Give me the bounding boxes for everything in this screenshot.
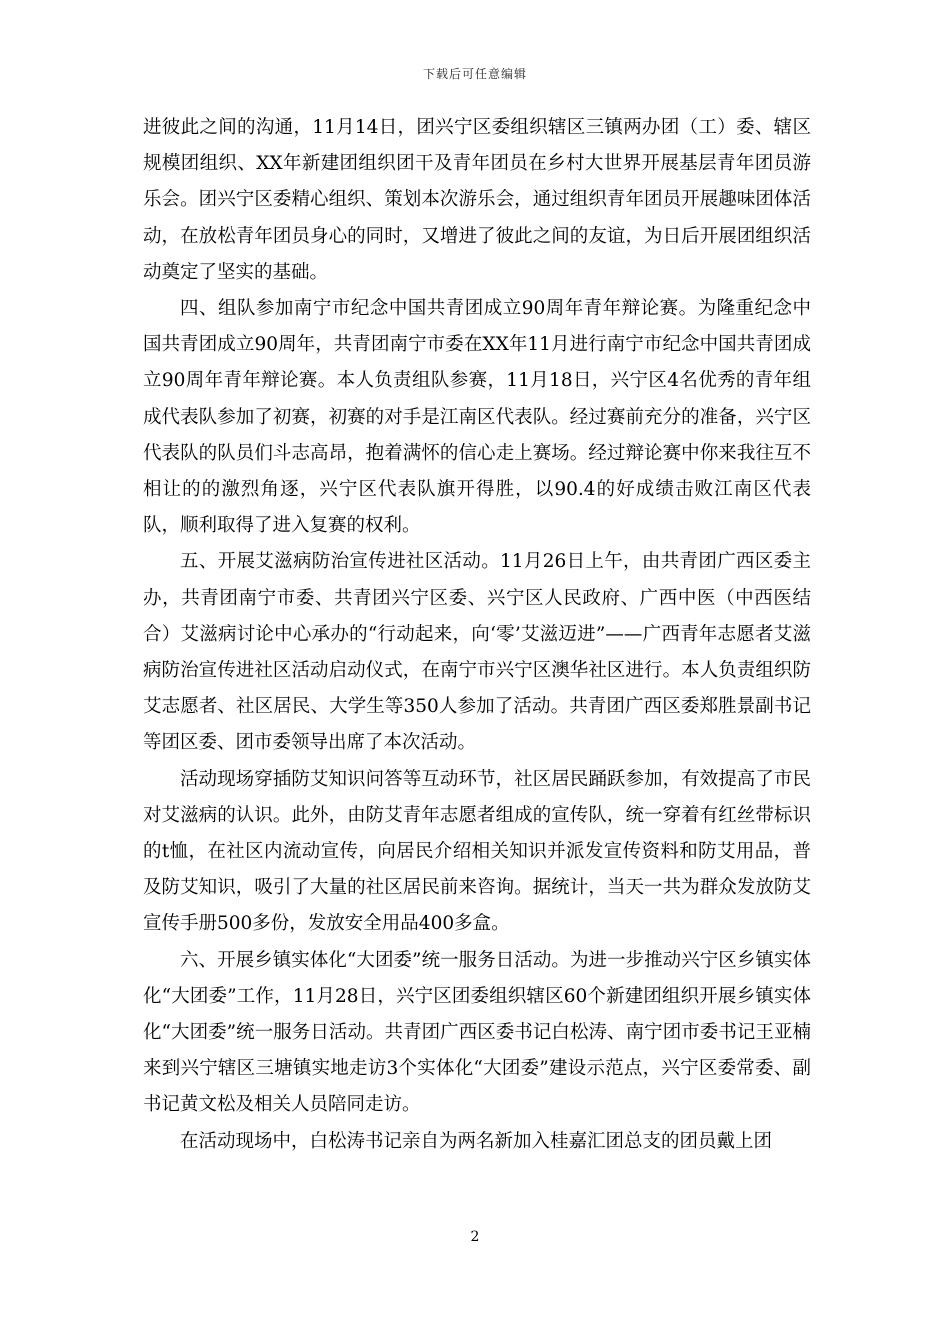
- paragraph-5: 六、开展乡镇实体化“大团委”统一服务日活动。为进一步推动兴宁区乡镇实体化“大团委”工作，11月28日，兴宁区团委组织辖区60个新建团组织开展乡镇实体化“大团委”统一服务日活动。共青团广西区委书记白松涛、南宁团市委书记王亚楠来到兴宁辖区三塘镇实地走访3个实体化“大团委”建设示范点，兴宁区委常委、副书记黄文松及相关人员陪同走访。: [143, 949, 811, 1116]
- page-header: 下载后可任意编辑: [422, 67, 527, 81]
- paragraph-4: 活动现场穿插防艾知识问答等互动环节，社区居民踊跃参加，有效提高了市民对艾滋病的认识。此外，由防艾青年志愿者组成的宣传队，统一穿着有红丝带标识的t恤，在社区内流动宣传，向居民介绍相关知识并派发宣传资料和防艾用品，普及防艾知识，吸引了大量的社区居民前来咨询。据统计，当天一共为群众发放防艾宣传手册500多份，发放安全用品400多盒。: [143, 768, 811, 935]
- paragraph-2: 四、组队参加南宁市纪念中国共青团成立90周年青年辩论赛。为隆重纪念中国共青团成立90周年，共青团南宁市委在XX年11月进行南宁市纪念中国共青团成立90周年青年辩论赛。本人负责组队参赛，11月18日，兴宁区4名优秀的青年组成代表队参加了初赛，初赛的对手是江南区代表队。经过赛前充分的准备，兴宁区代表队的队员们斗志高昂，抱着满怀的信心走上赛场。经过辩论赛中你来我往互不相让的的激烈角逐，兴宁区代表队旗开得胜，以90.4的好成绩击败江南区代表队，顺利取得了进入复赛的权利。: [143, 298, 811, 537]
- paragraph-6: 在活动现场中，白松涛书记亲自为两名新加入桂嘉汇团总支的团员戴上团: [180, 1130, 773, 1152]
- paragraph-3: 五、开展艾滋病防治宣传进社区活动。11月26日上午，由共青团广西区委主办，共青团南宁市委、共青团兴宁区委、兴宁区人民政府、广西中医（中西医结合）艾滋病讨论中心承办的“行动起来，向‘零’艾滋迈进”——广西青年志愿者艾滋病防治宣传进社区活动启动仪式，在南宁市兴宁区澳华社区进行。本人负责组织防艾志愿者、社区居民、大学生等350人参加了活动。共青团广西区委郑胜景副书记等团区委、团市委领导出席了本次活动。: [143, 551, 811, 754]
- document-body: [143, 110, 811, 1160]
- page-number: 2: [470, 1229, 480, 1245]
- paragraph-1: 进彼此之间的沟通，11月14日，团兴宁区委组织辖区三镇两办团（工）委、辖区规模团组织、XX年新建团组织团干及青年团员在乡村大世界开展基层青年团员游乐会。团兴宁区委精心组织、策划本次游乐会，通过组织青年团员开展趣味团体活动，在放松青年团员身心的同时，又增进了彼此之间的友谊，为日后开展团组织活动奠定了坚实的基础。: [143, 117, 811, 283]
